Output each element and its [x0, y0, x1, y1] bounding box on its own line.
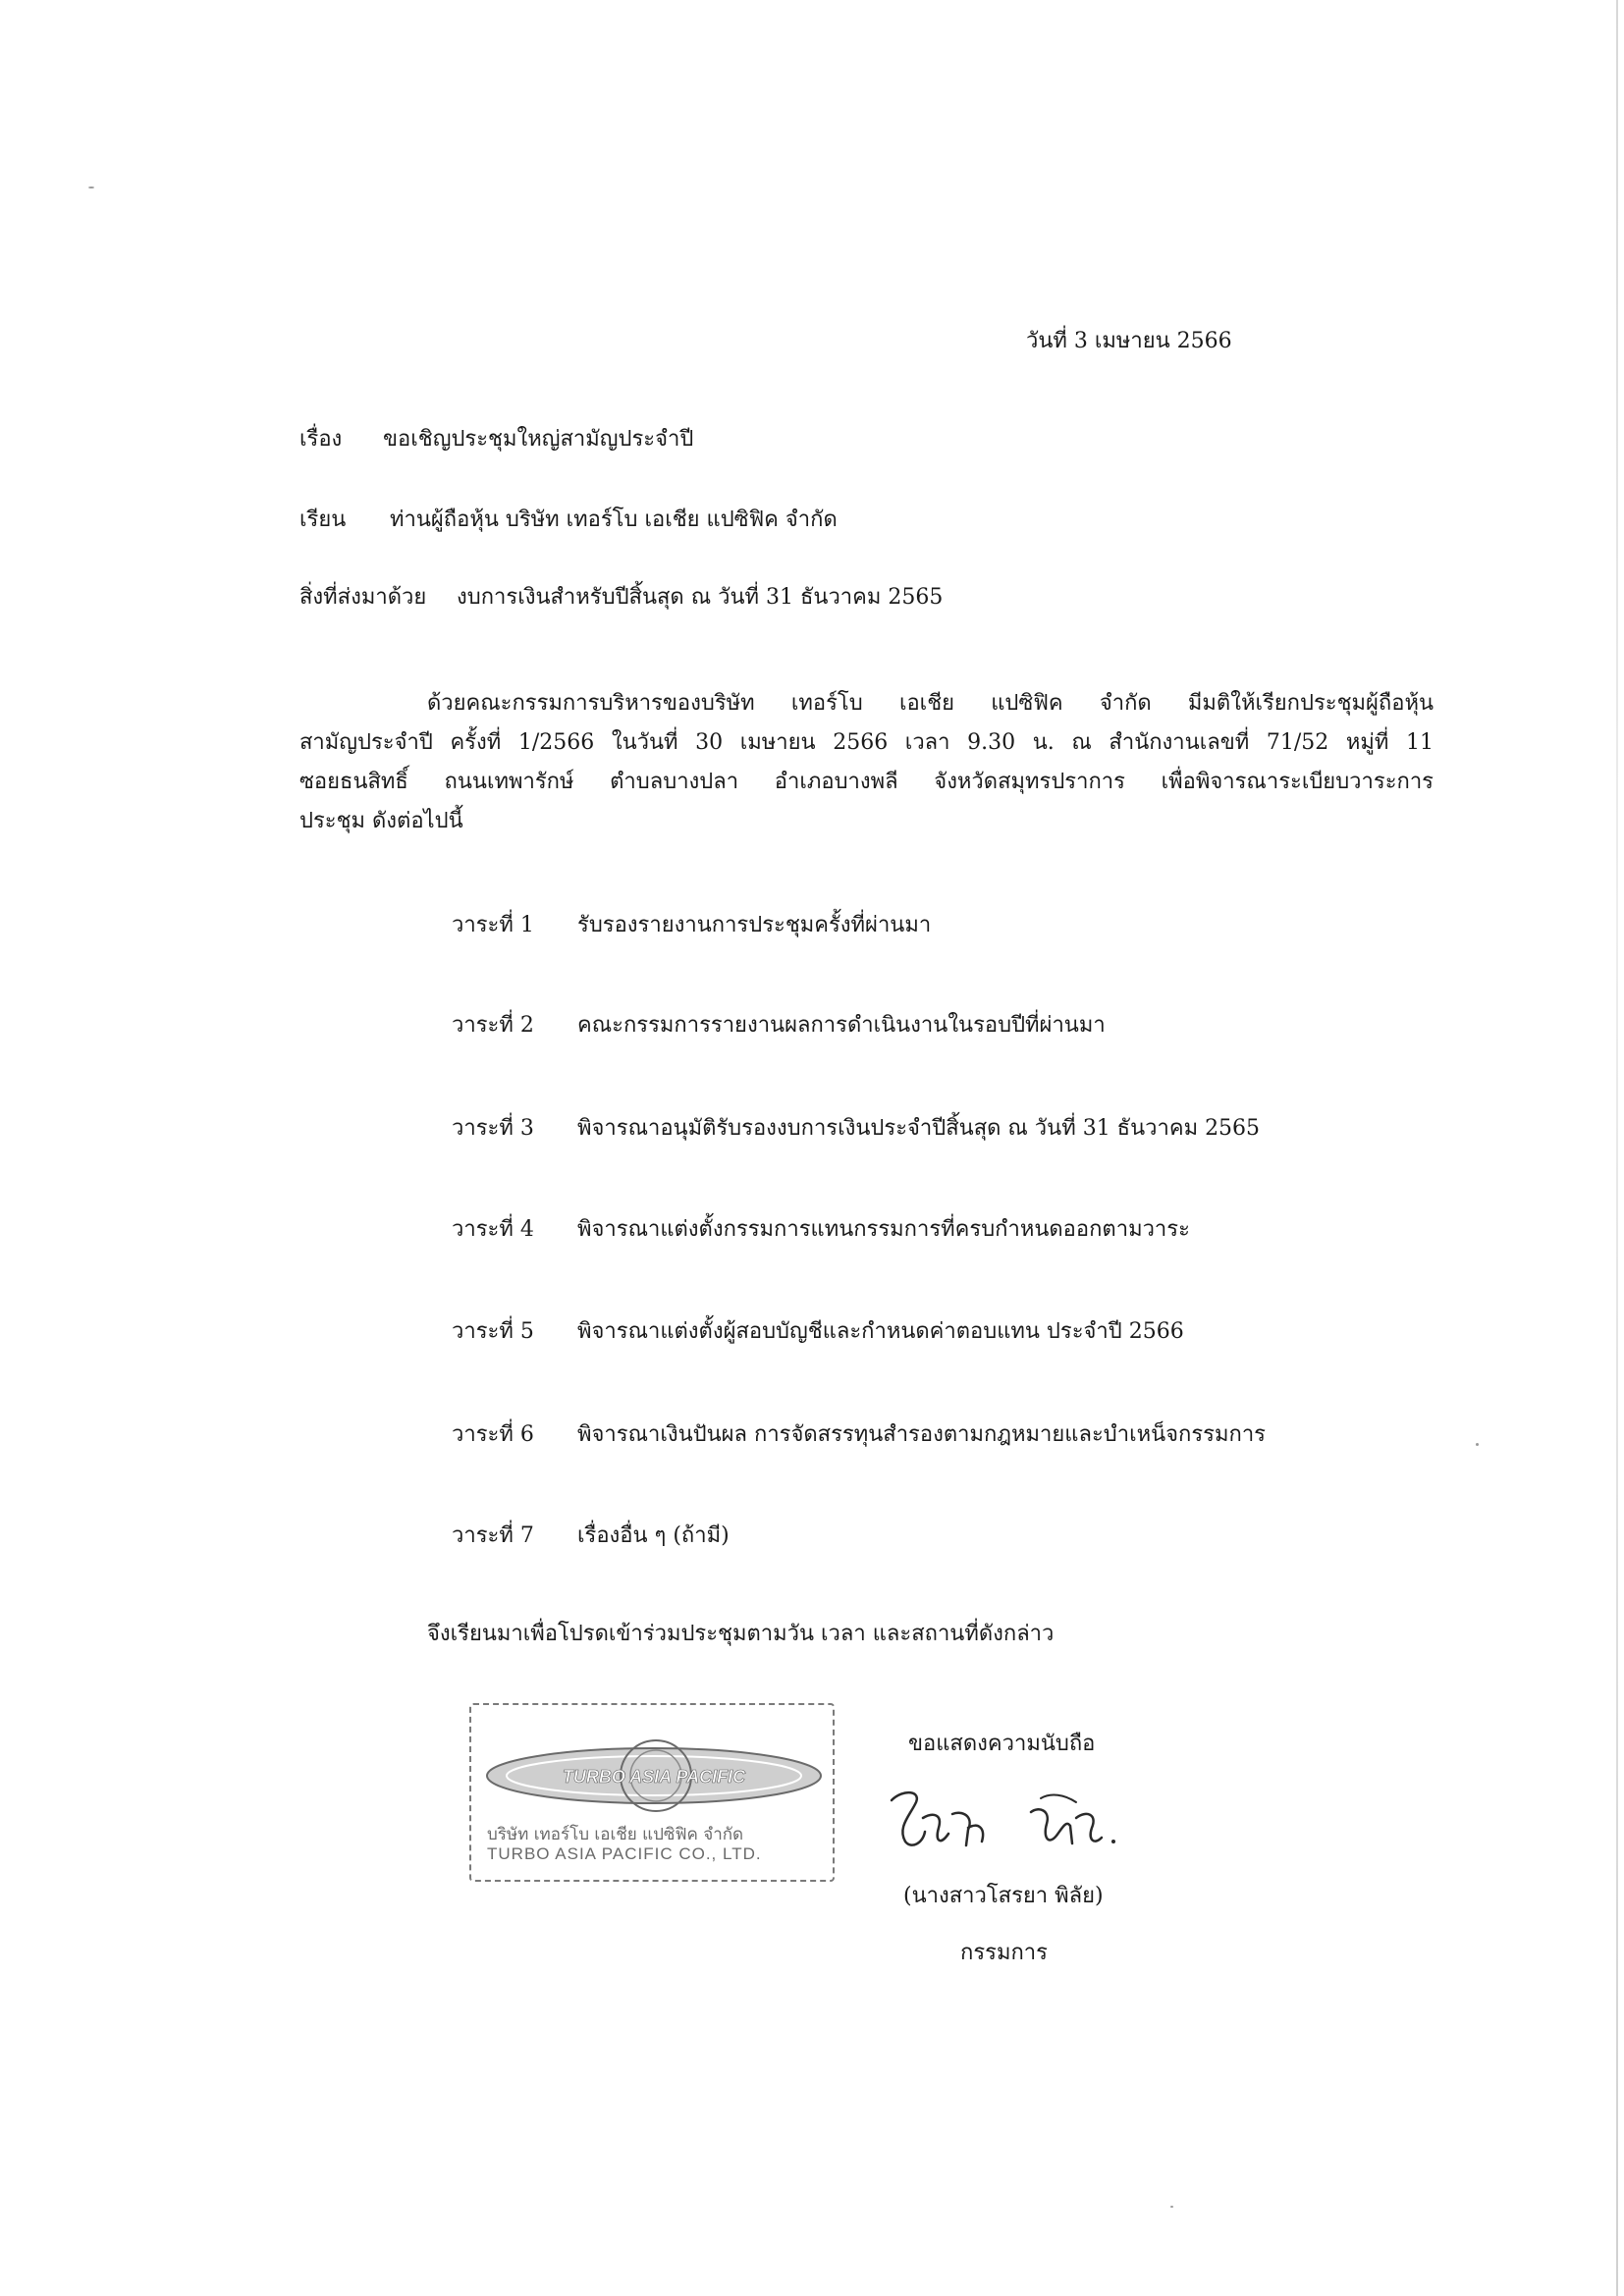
- agenda-item: [452, 1011, 1106, 1041]
- agenda-number: วาระที่ 2: [452, 1013, 534, 1038]
- agenda-item: [452, 1114, 1260, 1144]
- agenda-text: รับรองรายงานการประชุมครั้งที่ผ่านมา: [577, 913, 932, 937]
- logo-text: TURBO ASIA PACIFIC: [562, 1767, 746, 1787]
- closing-sentence: จึงเรียนมาเพื่อโปรดเข้าร่วมประชุมตามวัน เวลา และสถานที่ดังกล่าว: [427, 1622, 1055, 1646]
- signatory-name: (นางสาวโสรยา พิลัย): [903, 1884, 1104, 1908]
- body-paragraph: [299, 684, 1434, 841]
- stamp-company-english: TURBO ASIA PACIFIC CO., LTD.: [487, 1844, 762, 1863]
- body-line: สามัญประจำปี ครั้งที่ 1/2566 ในวันที่ 30 เมษายน 2566 เวลา 9.30 น. ณ สำนักงานเลขที่ 71/52 หมู่ที่ 11: [299, 730, 1434, 755]
- agenda-item: [452, 911, 931, 940]
- signatory-title: กรรมการ: [960, 1941, 1048, 1965]
- subject-text: ขอเชิญประชุมใหญ่สามัญประจำปี: [383, 427, 694, 452]
- scan-speck: [88, 187, 94, 188]
- recipient-text: ท่านผู้ถือหุ้น บริษัท เทอร์โบ เอเชีย แปซิฟิค จำกัด: [390, 507, 838, 532]
- company-stamp: [469, 1703, 835, 1882]
- scan-edge: [1616, 0, 1618, 2296]
- scan-speck: [1170, 2206, 1173, 2208]
- agenda-item: [452, 1420, 1266, 1450]
- handwritten-signature: [884, 1785, 1139, 1863]
- subject-label: เรื่อง: [299, 427, 343, 452]
- body-line: ประชุม ดังต่อไปนี้: [299, 809, 463, 833]
- agenda-item: [452, 1522, 730, 1551]
- agenda-text: พิจารณาอนุมัติรับรองงบการเงินประจำปีสิ้นสุด ณ วันที่ 31 ธันวาคม 2565: [577, 1116, 1261, 1141]
- scan-speck: [1476, 1443, 1479, 1446]
- agenda-number: วาระที่ 5: [452, 1319, 534, 1344]
- agenda-text: คณะกรรมการรายงานผลการดำเนินงานในรอบปีที่ผ่านมา: [577, 1013, 1106, 1038]
- body-line: ซอยธนสิทธิ์ ถนนเทพารักษ์ ตำบลบางปลา อำเภอบางพลี จังหวัดสมุทรปราการ เพื่อพิจารณาระเบียบวาระการ: [299, 770, 1434, 794]
- agenda-text: พิจารณาเงินปันผล การจัดสรรทุนสำรองตามกฎหมายและบำเหน็จกรรมการ: [577, 1422, 1266, 1447]
- agenda-text: พิจารณาแต่งตั้งผู้สอบบัญชีและกำหนดค่าตอบแทน ประจำปี 2566: [577, 1319, 1184, 1344]
- recipient-label: เรียน: [299, 507, 347, 532]
- letter-date: วันที่ 3 เมษายน 2566: [1026, 329, 1232, 353]
- enclosure-text: งบการเงินสำหรับปีสิ้นสุด ณ วันที่ 31 ธันวาคม 2565: [457, 585, 944, 610]
- body-line: ด้วยคณะกรรมการบริหารของบริษัท เทอร์โบ เอเชีย แปซิฟิค จำกัด มีมติให้เรียกประชุมผู้ถือหุ้น: [427, 691, 1434, 716]
- agenda-number: วาระที่ 6: [452, 1422, 534, 1447]
- agenda-text: พิจารณาแต่งตั้งกรรมการแทนกรรมการที่ครบกำหนดออกตามวาระ: [577, 1217, 1190, 1242]
- enclosure-label: สิ่งที่ส่งมาด้วย: [299, 585, 427, 610]
- agenda-text: เรื่องอื่น ๆ (ถ้ามี): [577, 1523, 730, 1548]
- agenda-number: วาระที่ 3: [452, 1116, 534, 1141]
- complimentary-close: ขอแสดงความนับถือ: [908, 1732, 1096, 1756]
- agenda-number: วาระที่ 4: [452, 1217, 534, 1242]
- agenda-number: วาระที่ 7: [452, 1523, 534, 1548]
- agenda-number: วาระที่ 1: [452, 913, 534, 937]
- agenda-item: [452, 1215, 1190, 1245]
- agenda-item: [452, 1317, 1184, 1347]
- stamp-company-thai: บริษัท เทอร์โบ เอเชีย แปซิฟิค จำกัด: [487, 1825, 744, 1844]
